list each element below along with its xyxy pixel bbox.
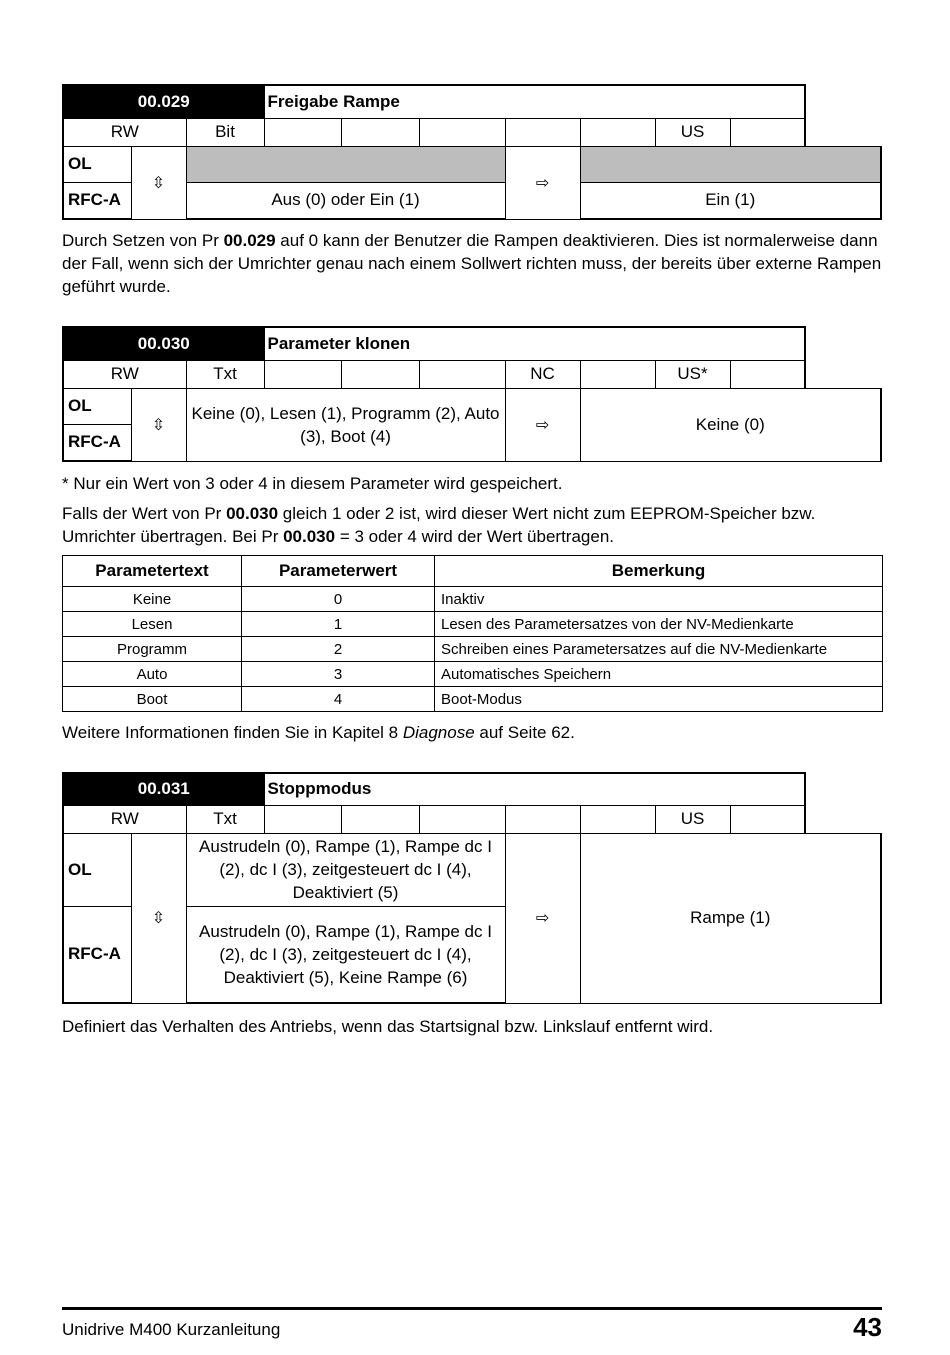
column-header: Parameterwert	[242, 556, 435, 587]
cell-text: Programm	[63, 637, 242, 662]
flag-txt: Txt	[186, 805, 264, 833]
default-arrow-icon: ⇨	[505, 388, 580, 461]
param-table-00-030	[62, 326, 882, 462]
table-row	[63, 637, 883, 662]
flag-cell	[341, 118, 419, 146]
cell-text: Lesen	[63, 612, 242, 637]
range-rfca: Aus (0) oder Ein (1)	[186, 182, 505, 219]
flag-cell	[580, 360, 655, 388]
mode-ol: OL	[63, 388, 131, 424]
flag-txt: Txt	[186, 360, 264, 388]
flag-cell	[419, 805, 505, 833]
param-name: Stoppmodus	[264, 773, 805, 805]
flag-cell	[730, 118, 805, 146]
param-ref: 00.029	[223, 231, 276, 250]
param-number: 00.031	[63, 773, 264, 805]
flag-cell	[264, 118, 341, 146]
desc-text: = 3 oder 4 wird der Wert übertragen.	[335, 527, 615, 546]
flag-cell	[580, 805, 655, 833]
table-row	[63, 662, 883, 687]
flag-cell	[341, 805, 419, 833]
param-number: 00.030	[63, 327, 264, 360]
column-header: Parametertext	[63, 556, 242, 587]
cell-text: Keine	[63, 587, 242, 612]
desc-text: Falls der Wert von Pr	[62, 504, 227, 523]
desc-text: gleich 1 oder 2 ist, wird dieser Wert nicht zum EEPROM-Speicher bzw. Umrichter übertragen. Bei Pr	[62, 504, 816, 546]
flag-rw: RW	[63, 118, 186, 146]
page-number: 43	[853, 1312, 882, 1342]
cell-value: 2	[242, 637, 435, 662]
flag-rw: RW	[63, 805, 186, 833]
param-number: 00.029	[63, 85, 264, 118]
flag-cell	[730, 360, 805, 388]
flag-cell	[419, 118, 505, 146]
mode-rfca: RFC-A	[63, 424, 131, 461]
mode-ol: OL	[63, 146, 131, 182]
cell-remark: Lesen des Parametersatzes von der NV-Medienkarte	[435, 612, 883, 637]
cell-text: Boot	[63, 687, 242, 712]
default-value: Keine (0)	[580, 388, 881, 461]
default-arrow-icon: ⇨	[505, 146, 580, 219]
cell-value: 1	[242, 612, 435, 637]
chapter-ref: Diagnose	[402, 723, 475, 742]
flag-cell	[419, 360, 505, 388]
flag-cell	[580, 118, 655, 146]
description-00-031: Definiert das Verhalten des Antriebs, wenn das Startsignal bzw. Linkslauf entfernt wird.	[62, 1017, 714, 1036]
cell-remark: Inaktiv	[435, 587, 883, 612]
range-arrow-icon: ⇳	[131, 833, 186, 1003]
param-table-00-031	[62, 772, 882, 1004]
cell-text: Auto	[63, 662, 242, 687]
range-ol: Austrudeln (0), Rampe (1), Rampe dc I (2), dc I (3), zeitgesteuert dc I (4), Deaktiviert (5)	[186, 833, 505, 906]
flag-cell	[341, 360, 419, 388]
flag-cell	[505, 118, 580, 146]
mode-ol: OL	[63, 833, 131, 906]
info-text: auf Seite 62.	[474, 723, 575, 742]
param-table-00-029	[62, 84, 882, 220]
mode-rfca: RFC-A	[63, 906, 131, 1003]
cell-value: 4	[242, 687, 435, 712]
flag-bit: Bit	[186, 118, 264, 146]
default-rfca: Ein (1)	[580, 182, 881, 219]
table-row	[63, 687, 883, 712]
flag-us: US*	[655, 360, 730, 388]
footer-rule	[62, 1307, 882, 1310]
param-name: Freigabe Rampe	[264, 85, 805, 118]
flag-cell	[505, 805, 580, 833]
default-value: Rampe (1)	[580, 833, 881, 1003]
desc-text: Durch Setzen von Pr	[62, 231, 224, 250]
table-row	[63, 612, 883, 637]
table-row	[63, 587, 883, 612]
range-rfca: Austrudeln (0), Rampe (1), Rampe dc I (2), dc I (3), zeitgesteuert dc I (4), Deaktiviert (5), Keine Rampe (6)	[186, 906, 505, 1003]
param-name: Parameter klonen	[264, 327, 805, 360]
default-arrow-icon: ⇨	[505, 833, 580, 1003]
flag-nc: NC	[505, 360, 580, 388]
info-line	[62, 721, 892, 744]
range-values: Keine (0), Lesen (1), Programm (2), Auto (3), Boot (4)	[186, 388, 505, 461]
range-arrow-icon: ⇳	[131, 146, 186, 219]
cell-remark: Boot-Modus	[435, 687, 883, 712]
description-00-029	[62, 229, 892, 298]
mode-rfca: RFC-A	[63, 182, 131, 219]
info-text: Weitere Informationen finden Sie in Kapitel 8	[62, 723, 403, 742]
flag-us: US	[655, 805, 730, 833]
note-00-030: * Nur ein Wert von 3 oder 4 in diesem Parameter wird gespeichert.	[62, 474, 563, 493]
cell-remark: Automatisches Speichern	[435, 662, 883, 687]
description-00-030	[62, 502, 892, 548]
range-arrow-icon: ⇳	[131, 388, 186, 461]
flag-cell	[264, 805, 341, 833]
default-ol-empty	[580, 146, 881, 182]
clone-values-table	[62, 555, 883, 712]
flag-us: US	[655, 118, 730, 146]
param-ref: 00.030	[226, 504, 279, 523]
cell-remark: Schreiben eines Parametersatzes auf die NV-Medienkarte	[435, 637, 883, 662]
column-header: Bemerkung	[435, 556, 883, 587]
footer-title: Unidrive M400 Kurzanleitung	[62, 1320, 281, 1339]
flag-rw: RW	[63, 360, 186, 388]
flag-cell	[264, 360, 341, 388]
cell-value: 3	[242, 662, 435, 687]
param-ref: 00.030	[283, 527, 336, 546]
flag-cell	[730, 805, 805, 833]
range-ol-empty	[186, 146, 505, 182]
cell-value: 0	[242, 587, 435, 612]
desc-text: auf 0 kann der Benutzer die Rampen deaktivieren. Dies ist normalerweise dann der Fall, wenn sich der Umrichter genau nach einem Sollwert richten muss, der bereits über externe Rampen geführt wurde.	[62, 231, 882, 296]
